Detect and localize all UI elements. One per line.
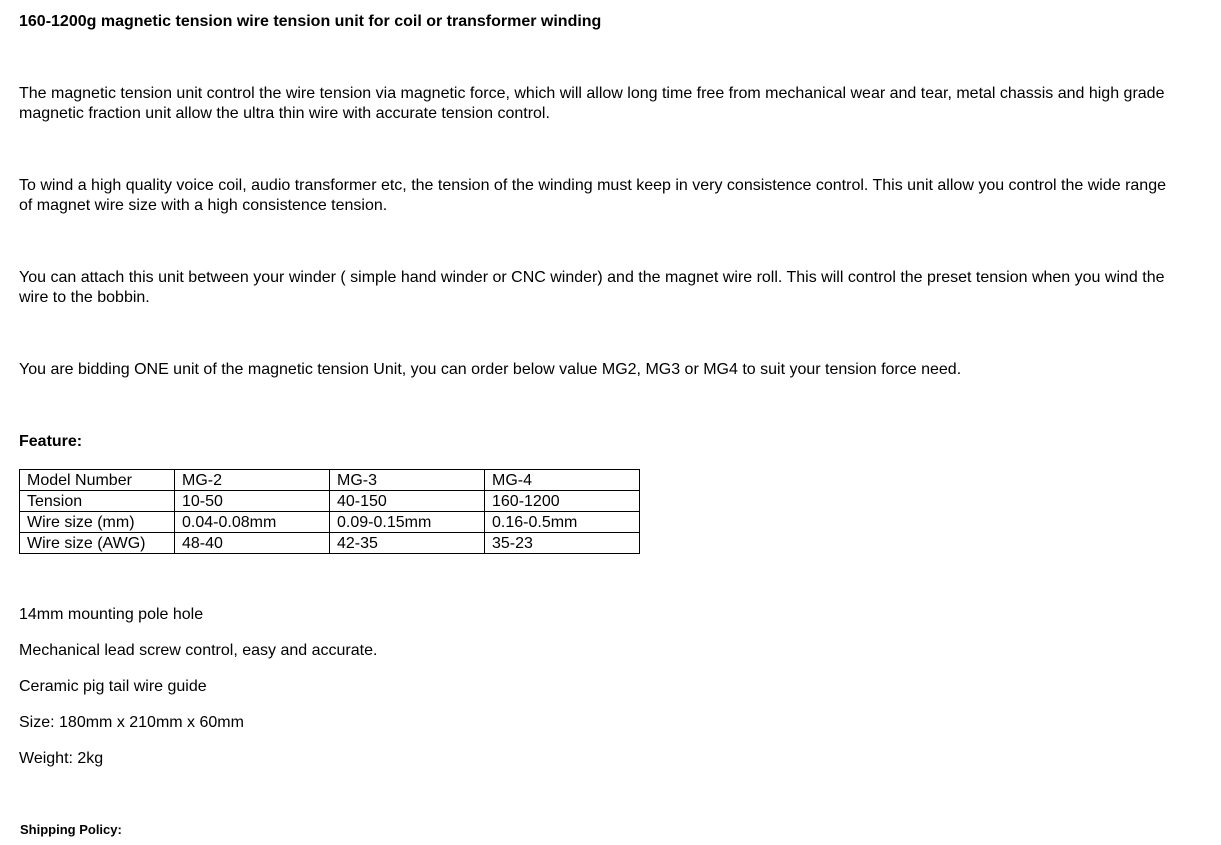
table-cell: 35-23 [485, 533, 640, 554]
table-row [20, 491, 640, 512]
feature-item: Mechanical lead screw control, easy and accurate. [19, 642, 378, 659]
table-cell: 40-150 [330, 491, 485, 512]
spec-table [19, 469, 640, 554]
feature-item: Size: 180mm x 210mm x 60mm [19, 714, 244, 731]
table-cell: MG-3 [330, 470, 485, 491]
description-paragraph-4: You are bidding ONE unit of the magnetic tension Unit, you can order below value MG2, MG3 or MG4 to suit your tension force need. [19, 361, 962, 378]
shipping-policy-heading: Shipping Policy: [20, 822, 122, 837]
page-title: 160-1200g magnetic tension wire tension unit for coil or transformer winding [19, 13, 602, 30]
table-cell: 42-35 [330, 533, 485, 554]
table-row [20, 533, 640, 554]
description-paragraph-2: To wind a high quality voice coil, audio transformer etc, the tension of the winding must keep in very consistence control. This unit allow you control the wide range of magnet wire size with a high consistence tension. [19, 177, 1166, 214]
table-cell: Wire size (AWG) [20, 533, 175, 554]
table-cell: 10-50 [175, 491, 330, 512]
table-cell: MG-4 [485, 470, 640, 491]
table-cell: Wire size (mm) [20, 512, 175, 533]
table-cell: 160-1200 [485, 491, 640, 512]
table-cell: 0.09-0.15mm [330, 512, 485, 533]
feature-item: 14mm mounting pole hole [19, 606, 204, 623]
feature-item: Ceramic pig tail wire guide [19, 678, 207, 695]
table-cell: Tension [20, 491, 175, 512]
feature-item: Weight: 2kg [19, 750, 104, 767]
table-cell: 0.04-0.08mm [175, 512, 330, 533]
description-paragraph-1: The magnetic tension unit control the wire tension via magnetic force, which will allow long time free from mechanical wear and tear, metal chassis and high grade magnetic fraction unit allow the ultra thin wire with accurate tension control. [19, 85, 1165, 122]
table-row [20, 470, 640, 491]
description-paragraph-3: You can attach this unit between your winder ( simple hand winder or CNC winder) and the magnet wire roll. This will control the preset tension when you wind the wire to the bobbin. [19, 269, 1165, 306]
table-cell: 0.16-0.5mm [485, 512, 640, 533]
table-cell: Model Number [20, 470, 175, 491]
table-cell: MG-2 [175, 470, 330, 491]
table-row [20, 512, 640, 533]
feature-heading: Feature: [19, 433, 83, 450]
table-cell: 48-40 [175, 533, 330, 554]
